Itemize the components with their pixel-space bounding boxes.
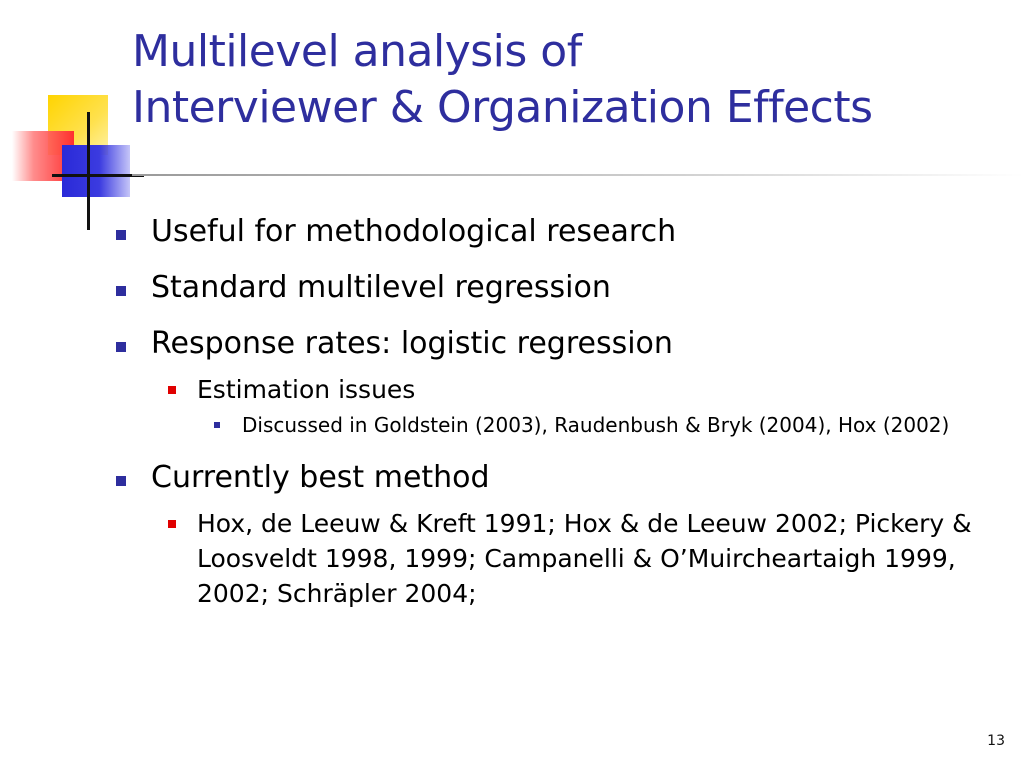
bullet-square-icon — [116, 286, 126, 296]
slide-title — [132, 24, 1012, 136]
sub-sub-bullet-text: Discussed in Goldstein (2003), Raudenbush & Bryk (2004), Hox (2002) — [242, 413, 950, 437]
crosshair-horizontal-line — [52, 174, 144, 177]
bullet-square-icon — [116, 230, 126, 240]
sub-bullet-item — [112, 506, 1002, 611]
bullet-item — [112, 268, 1002, 308]
decorative-logo — [0, 0, 140, 240]
bullet-text: Standard multilevel regression — [151, 270, 611, 305]
bullet-square-icon — [116, 342, 126, 352]
bullet-item — [112, 458, 1002, 498]
bullet-item — [112, 324, 1002, 364]
bullet-item — [112, 212, 1002, 252]
blue-square-decoration — [62, 145, 130, 197]
sub-bullet-item — [112, 372, 1002, 407]
sub-sub-bullet-item — [112, 409, 1002, 442]
bullet-list — [112, 212, 1002, 611]
title-line-1: Multilevel analysis of — [132, 26, 582, 77]
bullet-square-icon — [116, 476, 126, 486]
sub-bullet-text: Hox, de Leeuw & Kreft 1991; Hox & de Leeuw 2002; Pickery & Loosveldt 1998, 1999; Campanelli & O’Muircheartaigh 1999, 2002; Schräpler 2004; — [197, 509, 972, 608]
sub-bullet-square-icon — [168, 386, 176, 394]
bullet-text: Response rates: logistic regression — [151, 326, 673, 361]
bullet-text: Currently best method — [151, 460, 490, 495]
sub-sub-bullet-square-icon — [214, 422, 220, 428]
sub-bullet-square-icon — [168, 520, 176, 528]
sub-bullet-text: Estimation issues — [197, 375, 416, 404]
title-line-2: Interviewer & Organization Effects — [132, 82, 873, 133]
bullet-text: Useful for methodological research — [151, 214, 677, 249]
title-divider — [132, 174, 1024, 176]
page-number: 13 — [987, 733, 1005, 749]
crosshair-vertical-line — [87, 112, 90, 230]
